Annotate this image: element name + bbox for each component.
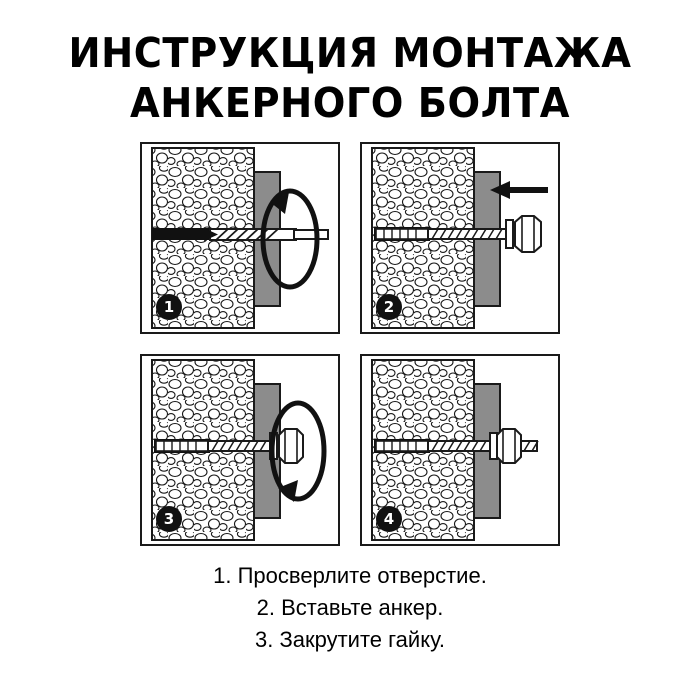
page-title [0, 0, 700, 128]
step-item-2: 2. Вставьте анкер. [256, 595, 444, 620]
illustration-grid [140, 142, 560, 550]
panel-insert-anchor [360, 142, 560, 334]
panel-tighten-nut [140, 354, 340, 546]
panel-drill-hole [140, 142, 340, 334]
step-item-1: 1. Просверлите отверстие. [213, 563, 487, 588]
panel-badge: 2 [376, 294, 402, 320]
page-title-line-1: ИНСТРУКЦИЯ МОНТАЖА [68, 29, 632, 77]
step-item-3: 3. Закрутите гайку. [255, 627, 445, 652]
page-title-line-2: АНКЕРНОГО БОЛТА [130, 79, 570, 127]
steps-list [0, 560, 700, 656]
panel-badge: 4 [376, 506, 402, 532]
panel-badge: 3 [156, 506, 182, 532]
panel-finished [360, 354, 560, 546]
panel-badge: 1 [156, 294, 182, 320]
